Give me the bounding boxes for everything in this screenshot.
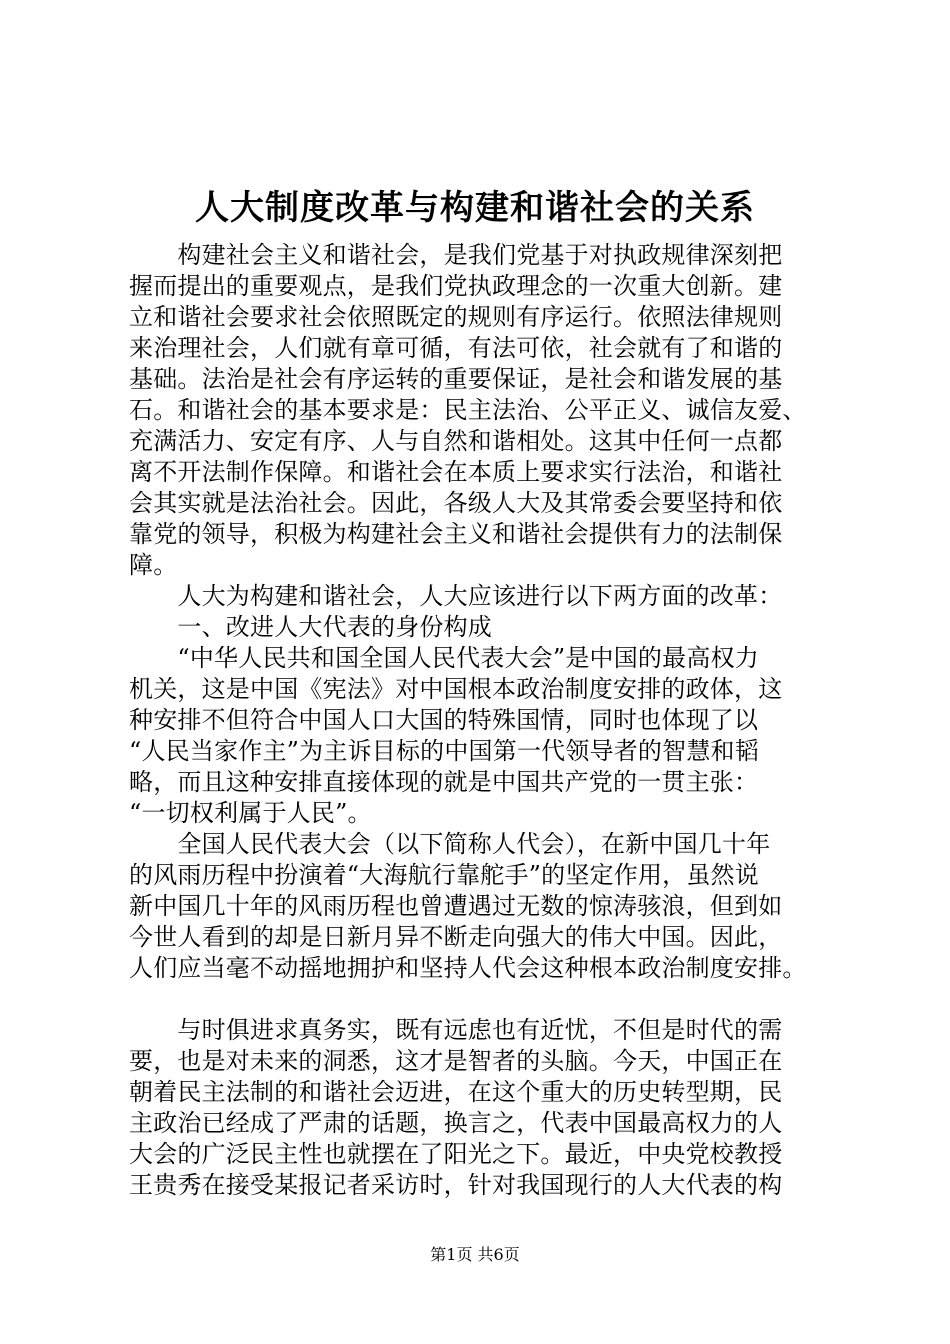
page-footer: 第1页 共6页 (430, 1245, 520, 1264)
document-body (129, 240, 829, 1201)
text-line: 的风雨历程中扮演着“大海航行靠舵手”的坚定作用，虽然说 (129, 861, 759, 889)
text-line: 构建社会主义和谐社会，是我们党基于对执政规律深刻把 (129, 241, 783, 269)
text-line: 充满活力、安定有序、人与自然和谐相处。这其中任何一点都 (129, 427, 783, 455)
text-line: 基础。法治是社会有序运转的重要保证，是社会和谐发展的基 (129, 365, 783, 393)
text-line: 人大为构建和谐社会，人大应该进行以下两方面的改革： (129, 582, 783, 610)
text-line: “人民当家作主”为主诉目标的中国第一代领导者的智慧和韬 (129, 737, 759, 765)
text-line: 会其实就是法治社会。因此，各级人大及其常委会要坚持和依 (129, 489, 783, 517)
text-line: “中华人民共和国全国人民代表大会”是中国的最高权力 (129, 644, 759, 672)
text-line: 一、改进人大代表的身份构成 (129, 613, 492, 641)
document-title: 人大制度改革与构建和谐社会的关系 (195, 188, 755, 228)
text-line: 机关，这是中国《宪法》对中国根本政治制度安排的政体，这 (129, 675, 783, 703)
text-line: 略，而且这种安排直接体现的就是中国共产党的一贯主张： (129, 768, 759, 796)
text-line: 离不开法制作保障。和谐社会在本质上要求实行法治，和谐社 (129, 458, 783, 486)
text-line: 王贵秀在接受某报记者采访时，针对我国现行的人大代表的构 (129, 1171, 783, 1199)
text-line: 主政治已经成了严肃的话题，换言之，代表中国最高权力的人 (129, 1109, 783, 1137)
blank-line (129, 984, 829, 1015)
text-line: 靠党的领导，积极为构建社会主义和谐社会提供有力的法制保 (129, 520, 783, 548)
text-line: 大会的广泛民主性也就摆在了阳光之下。最近，中央党校教授 (129, 1140, 783, 1168)
text-line: 全国人民代表大会（以下简称人代会），在新中国几十年 (129, 830, 771, 858)
text-line: 要，也是对未来的洞悉，这才是智者的头脑。今天，中国正在 (129, 1047, 783, 1075)
text-line: “一切权利属于人民”。 (129, 799, 372, 827)
text-line: 来治理社会，人们就有章可循，有法可依，社会就有了和谐的 (129, 334, 783, 362)
text-line: 障。 (129, 551, 178, 579)
text-line: 握而提出的重要观点，是我们党执政理念的一次重大创新。建 (129, 272, 783, 300)
text-line: 立和谐社会要求社会依照既定的规则有序运行。依照法律规则 (129, 303, 783, 331)
text-line: 人们应当毫不动摇地拥护和坚持人代会这种根本政治制度安排。 (129, 954, 807, 982)
text-line: 与时俱进求真务实，既有远虑也有近忧，不但是时代的需 (129, 1016, 783, 1044)
text-line: 新中国几十年的风雨历程也曾遭遇过无数的惊涛骇浪，但到如 (129, 892, 783, 920)
text-line: 朝着民主法制的和谐社会迈进，在这个重大的历史转型期，民 (129, 1078, 783, 1106)
text-line: 今世人看到的却是日新月异不断走向强大的伟大中国。因此， (129, 923, 783, 951)
text-line: 种安排不但符合中国人口大国的特殊国情，同时也体现了以 (129, 706, 759, 734)
text-line: 石。和谐社会的基本要求是：民主法治、公平正义、诚信友爱、 (129, 396, 807, 424)
